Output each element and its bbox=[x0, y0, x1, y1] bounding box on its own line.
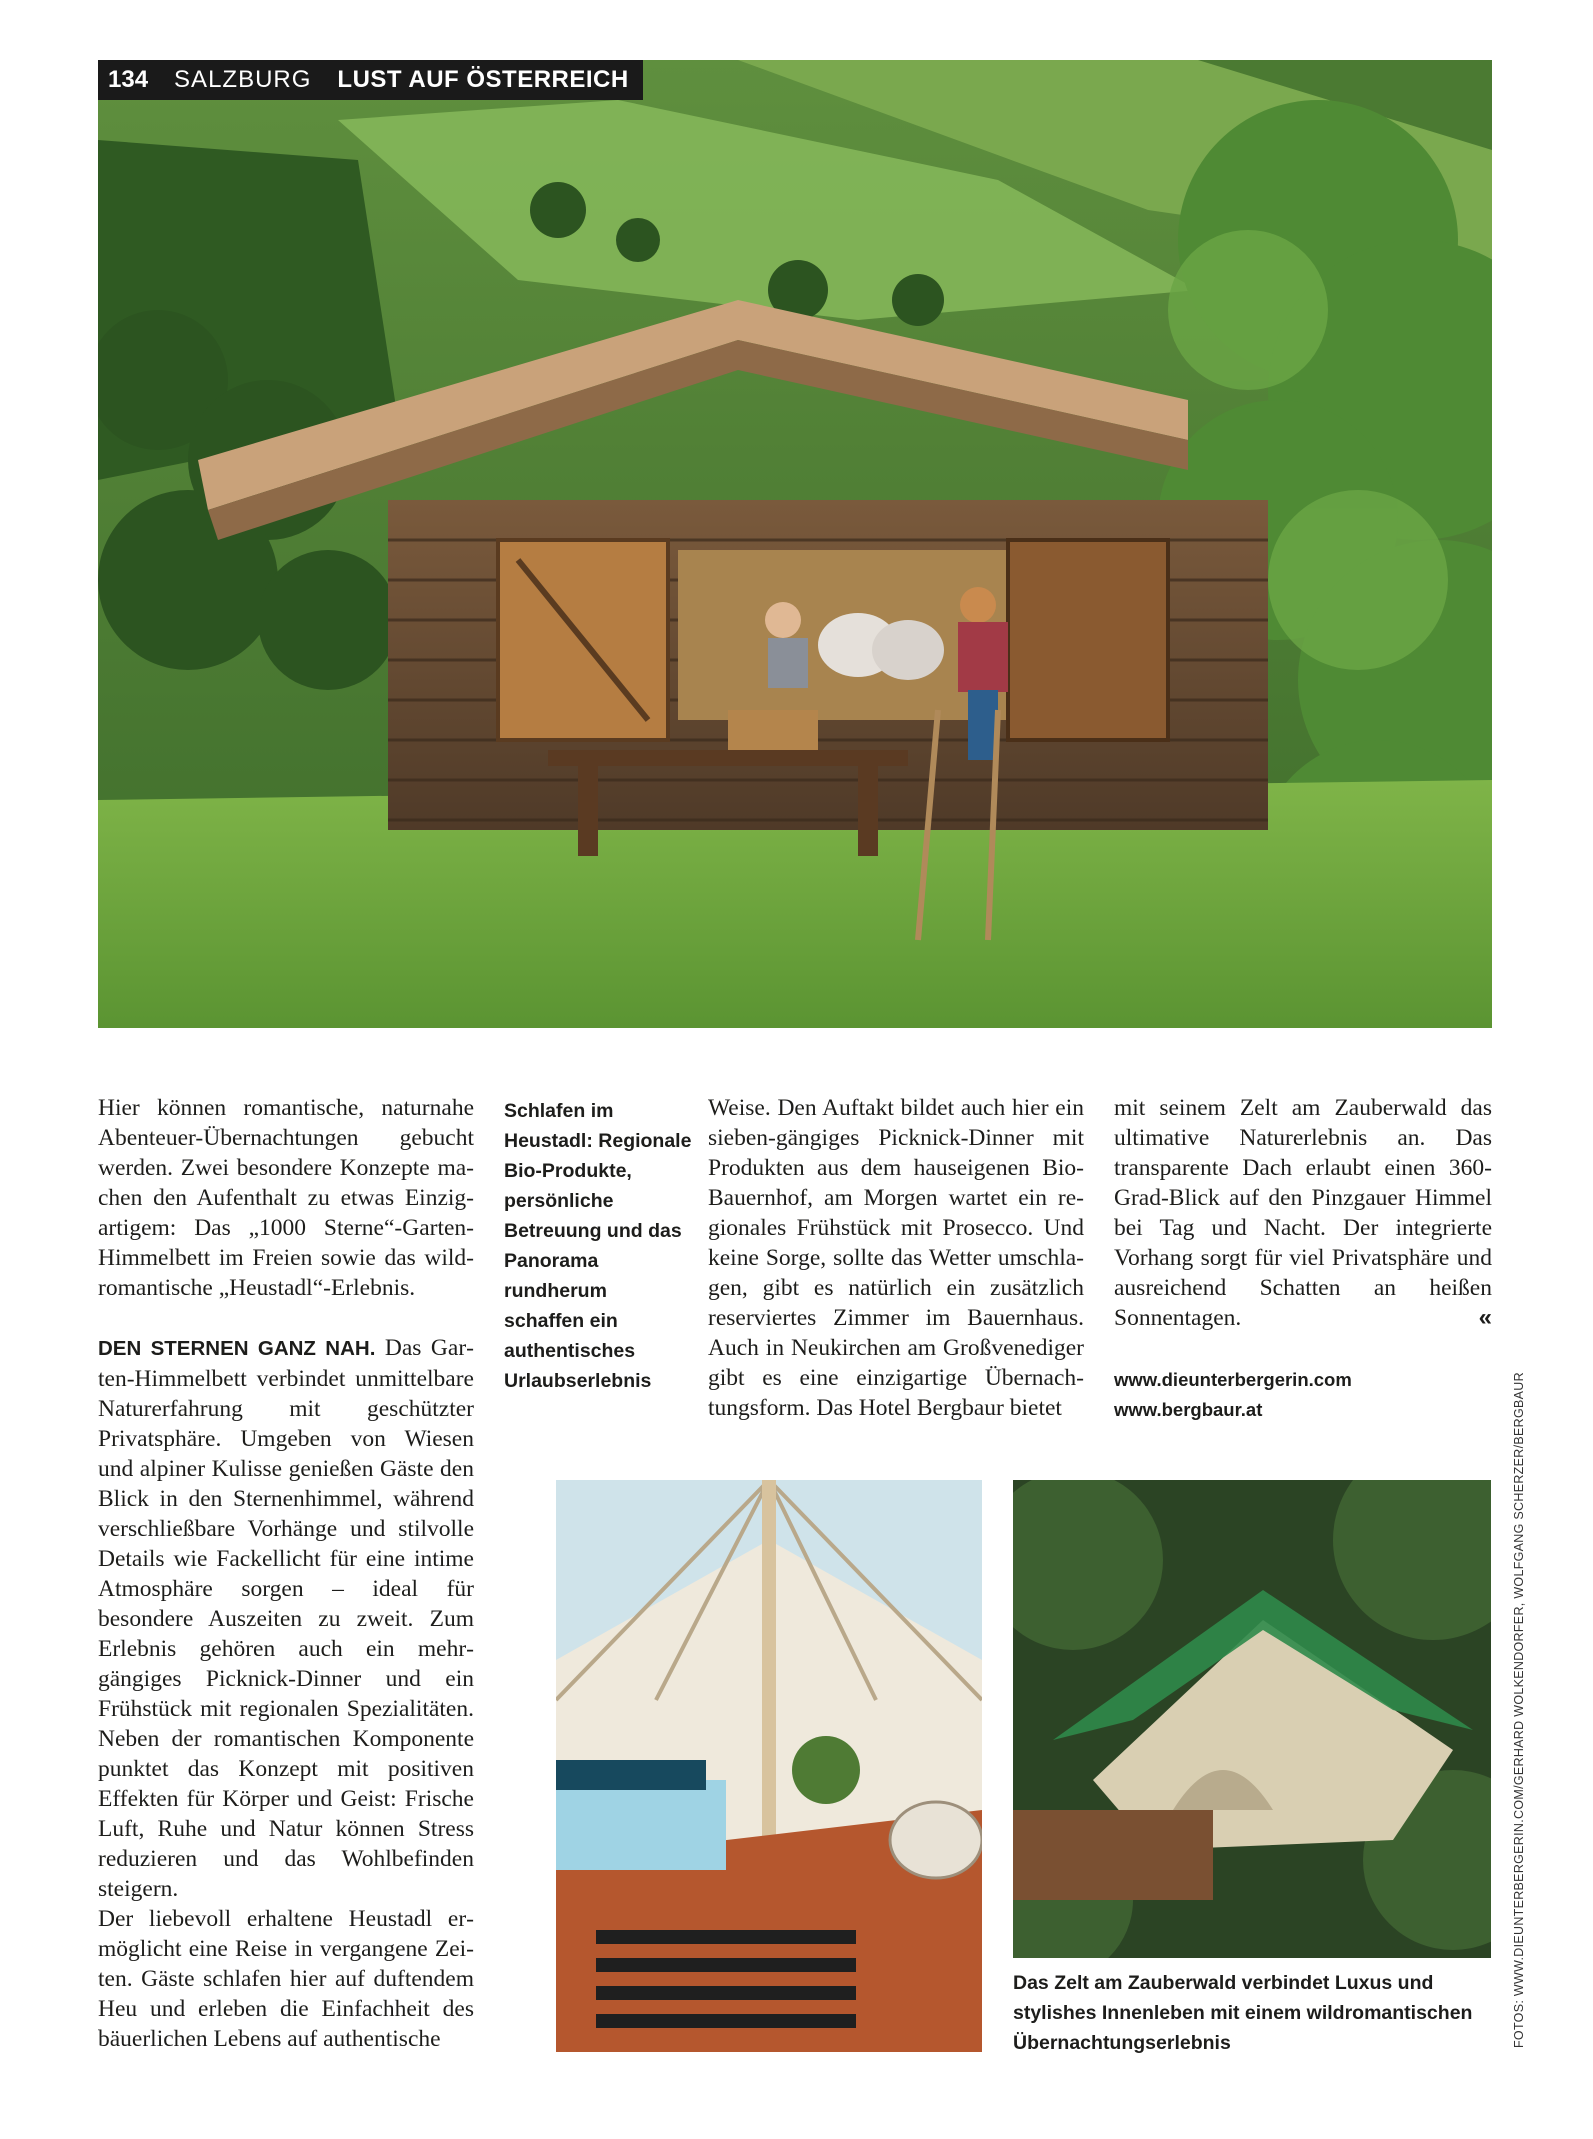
article-column-2 bbox=[708, 1093, 1084, 1423]
series-title: LUST AUF ÖSTERREICH bbox=[337, 66, 629, 93]
section-subhead: DEN STERNEN GANZ NAH. bbox=[98, 1337, 376, 1360]
end-mark: « bbox=[1478, 1304, 1492, 1331]
body-paragraph-3: Weise. Den Auftakt bildet auch hier ein sieben-gängiges Picknick-Dinner mit Produkten aus dem hauseigenen Bio-Bauernhof, am Morgen wartet ein regionales Frühstück mit Prosecco. Und keine Sorge, sollte das Wetter umschlagen, gibt es natürlich ein zusätzlich reserviertes Zimmer im Bauernhaus. Auch in Neukirchen am Großvenediger gibt es eine einzigartige Übernachtungsform. Das Hotel Bergbaur bietet bbox=[708, 1095, 1084, 1421]
body-paragraph-1-text: Das Garten-Himmelbett verbindet unmittelbare Naturerfahrung mit geschützter Privatsphäre. Umgeben von Wiesen und alpiner Kulisse genießen Gäste den Blick in den Sternenhimmel, während verschließbare Vorhänge und stilvolle Details wie Fackellicht für eine intime Atmosphäre sorgen – ideal für besondere Auszeiten zu zweit. Zum Erlebnis gehören auch ein mehrgängiges Picknick-Dinner und ein Frühstück mit regionalen Spezialitäten. Neben der romantischen Komponente punktet das Konzept mit positiven Effekten für Körper und Geist: Frische Luft, Ruhe und Natur können Stress reduzieren und das Wohlbefinden steigern. bbox=[98, 1335, 474, 1902]
intro-paragraph: Hier können romantische, naturnahe Abenteuer-Übernachtungen gebucht werden. Zwei besondere Konzepte machen den Aufenthalt zu etwas Einzigartigem: Das „1000 Sterne“-Garten-Himmelbett im Freien sowie das wildromantische „Heustadl“-Erlebnis. bbox=[98, 1095, 474, 1301]
page-number: 134 bbox=[108, 66, 149, 93]
side-caption: Schlafen im Heustadl: Regionale Bio-Produkte, persönliche Betreuung und das Panorama rundherum schaffen ein authentisches Urlaubserlebnis bbox=[504, 1100, 692, 1392]
photo-credit: FOTOS: WWW.DIEUNTERBERGERIN.COM/GERHARD WOLKENDORFER, WOLFGANG SCHERZER/BERGBAUR bbox=[1512, 1372, 1526, 2048]
article-column-1 bbox=[98, 1093, 474, 2054]
link-dieunterbergerin[interactable]: www.dieunterbergerin.com bbox=[1114, 1369, 1352, 1390]
page-header bbox=[98, 60, 643, 100]
article-column-3 bbox=[1114, 1093, 1492, 1333]
tent-interior-illustration bbox=[556, 1480, 982, 2052]
body-paragraph-4 bbox=[1114, 1093, 1492, 1333]
region-label: SALZBURG bbox=[174, 66, 312, 93]
tent-exterior-illustration bbox=[1013, 1480, 1491, 1958]
link-bergbaur[interactable]: www.bergbaur.at bbox=[1114, 1399, 1263, 1420]
web-links bbox=[1114, 1365, 1492, 1425]
photo-tent-interior bbox=[556, 1480, 982, 2052]
photo-caption: Das Zelt am Zauberwald verbindet Luxus und stylishes Innenleben mit einem wildromantischen Übernachtungserlebnis bbox=[1013, 1972, 1473, 2054]
body-paragraph-2: Der liebevoll erhaltene Heustadl ermöglicht eine Reise in vergangene Zeiten. Gäste schlafen hier auf duftendem Heu und erleben die Einfachheit des bäuerlichen Lebens auf authentische bbox=[98, 1906, 474, 2052]
photo-tent-exterior bbox=[1013, 1480, 1491, 1958]
body-paragraph-4-text: mit seinem Zelt am Zauberwald das ultimative Naturerlebnis an. Das transparente Dach erlaubt einen 360-Grad-Blick auf den Pinzgauer Himmel bei Tag und Nacht. Der integrierte Vorhang sorgt für viel Privatsphäre und ausreichend Schatten an heißen Sonnentagen. bbox=[1114, 1095, 1492, 1331]
hero-photo-heustadl bbox=[98, 60, 1492, 1028]
body-paragraph-1 bbox=[98, 1333, 474, 1904]
hero-illustration bbox=[98, 60, 1492, 1028]
